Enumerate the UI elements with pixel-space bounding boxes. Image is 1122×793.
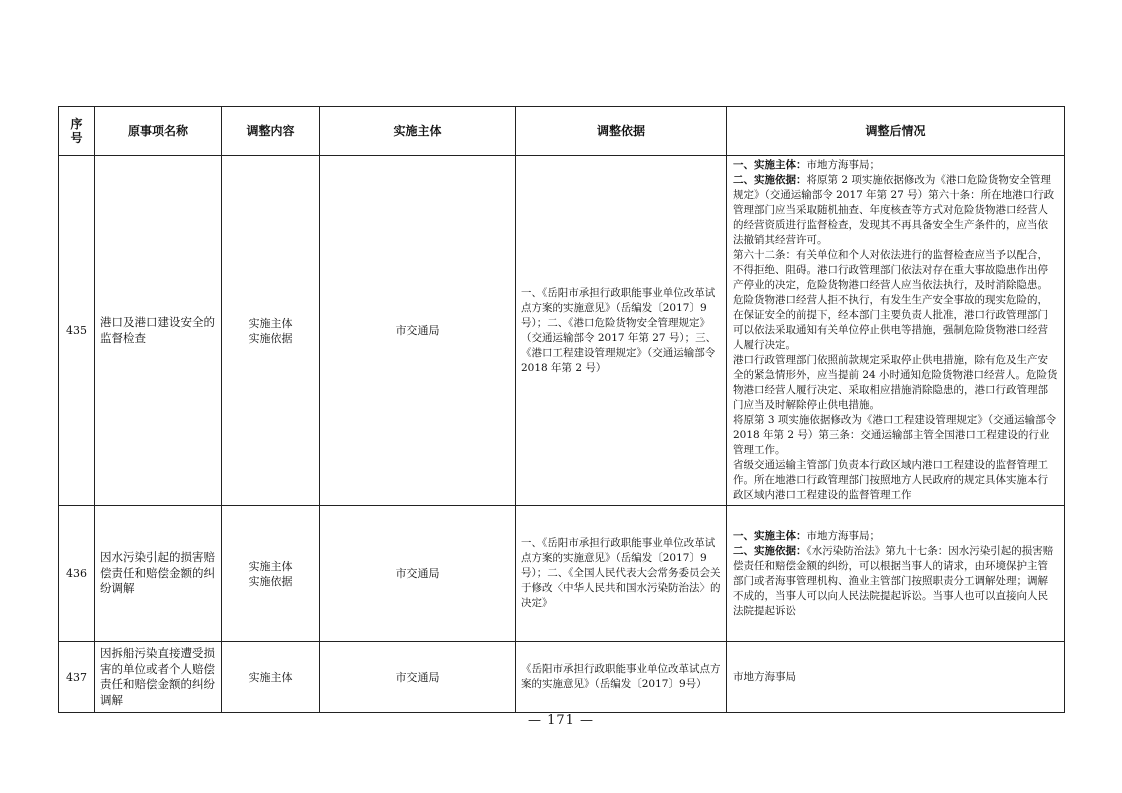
after-paragraph [733,158,1058,173]
content-item: 实施主体 [248,559,293,573]
content-item: 实施主体 [248,670,293,684]
table-header-row [59,107,1065,156]
after-paragraph [733,544,1058,619]
after-text: 港口行政管理部门依照前款规定采取停止供电措施，除有危及生产安全的紧急情形外，应当提前 24 小时通知危险货物港口经营人。危险货物港口经营人履行决定、采取相应措施消除隐患的，港口行政管理部门应当及时解除停止供电措施。 [733,354,1058,411]
row-after [727,642,1065,713]
row-content [222,642,320,713]
header-content: 调整内容 [222,107,320,156]
after-paragraph [733,248,1058,353]
row-after [727,156,1065,506]
after-paragraph [733,458,1058,503]
table-row [59,642,1065,713]
content-item: 实施依据 [248,574,293,588]
row-basis: 一、《岳阳市承担行政职能事业单位改革试点方案的实施意见》（岳编发〔2017〕9号）；二、《全国人民代表大会常务委员会关于修改〈中华人民共和国水污染防治法〉的决定》 [516,506,727,642]
adjustment-table [58,106,1065,713]
header-subject: 实施主体 [320,107,516,156]
row-name: 港口及港口建设安全的监督检查 [95,156,222,506]
content-item: 实施主体 [248,316,293,330]
after-text: 市地方海事局； [806,529,880,542]
row-content [222,506,320,642]
after-paragraph [733,413,1058,458]
after-text: 第六十二条：有关单位和个人对依法进行的监督检查应当予以配合，不得拒绝、阻碍。港口行政管理部门依法对存在重大事故隐患作出停产停业的决定，危险货物港口经营人应当依法执行，及时消除隐患。危险货物港口经营人拒不执行，有发生生产安全事故的现实危险的，在保证安全的前提下，经本部门主要负责人批准，港口行政管理部门可以依法采取通知有关单位停止供电等措施，强制危险货物港口经营人履行决定。 [733,249,1048,351]
row-basis: 一、《岳阳市承担行政职能事业单位改革试点方案的实施意见》（岳编发〔2017〕9号）；二、《港口危险货物安全管理规定》（交通运输部令 2017 年第 27 号）；三、《港口工程建设管理规定》（交通运输部令 2018 年第 2 号） [516,156,727,506]
after-paragraph [733,173,1058,248]
header-after: 调整后情况 [727,107,1065,156]
row-after [727,506,1065,642]
row-basis: 《岳阳市承担行政职能事业单位改革试点方案的实施意见》（岳编发〔2017〕9号） [516,642,727,713]
table-row [59,156,1065,506]
after-label: 二、实施依据： [733,544,807,557]
header-basis: 调整依据 [516,107,727,156]
content-item: 实施依据 [248,331,293,345]
after-label: 一、实施主体： [733,159,807,171]
row-content [222,156,320,506]
after-text: 将原第 2 项实施依据修改为《港口危险货物安全管理规定》（交通运输部令 2017 年第 27 号）第六十条：所在地港口行政管理部门应当采取随机抽查、年度核查等方式对危险货物港口经营人的经营资质进行监督检查，发现其不再具备安全生产条件的，应当依法撤销其经营许可。 [733,174,1055,246]
row-subject: 市交通局 [320,506,516,642]
after-text: 省级交通运输主管部门负责本行政区域内港口工程建设的监督管理工作。所在地港口行政管理部门按照地方人民政府的规定具体实施本行政区域内港口工程建设的监督管理工作 [733,459,1048,501]
after-text: 将原第 3 项实施依据修改为《港口工程建设管理规定》（交通运输部令 2018 年第 2 号）第三条：交通运输部主管全国港口工程建设的行业管理工作。 [733,414,1057,456]
after-text: 市地方海事局； [806,159,880,171]
row-subject: 市交通局 [320,642,516,713]
after-label: 一、实施主体： [733,529,807,542]
row-name: 因水污染引起的损害赔偿责任和赔偿金额的纠纷调解 [95,506,222,642]
row-seq: 436 [59,506,95,642]
header-seq: 序号 [59,107,95,156]
after-paragraph [733,670,1058,685]
after-paragraph [733,529,1058,544]
page-number: — 171 — [527,713,595,728]
after-label: 二、实施依据： [733,174,807,186]
after-text: 《水污染防治法》第九十七条：因水污染引起的损害赔偿责任和赔偿金额的纠纷，可以根据当事人的请求，由环境保护主管部门或者海事管理机构、渔业主管部门按照职责分工调解处理；调解不成的，当事人可以向人民法院提起诉讼。当事人也可以直接向人民法院提起诉讼 [733,544,1054,617]
table-row [59,506,1065,642]
after-text: 市地方海事局 [733,670,796,683]
row-subject: 市交通局 [320,156,516,506]
header-name: 原事项名称 [95,107,222,156]
row-seq: 435 [59,156,95,506]
row-seq: 437 [59,642,95,713]
row-name: 因拆船污染直接遭受损害的单位或者个人赔偿责任和赔偿金额的纠纷调解 [95,642,222,713]
after-paragraph [733,353,1058,413]
